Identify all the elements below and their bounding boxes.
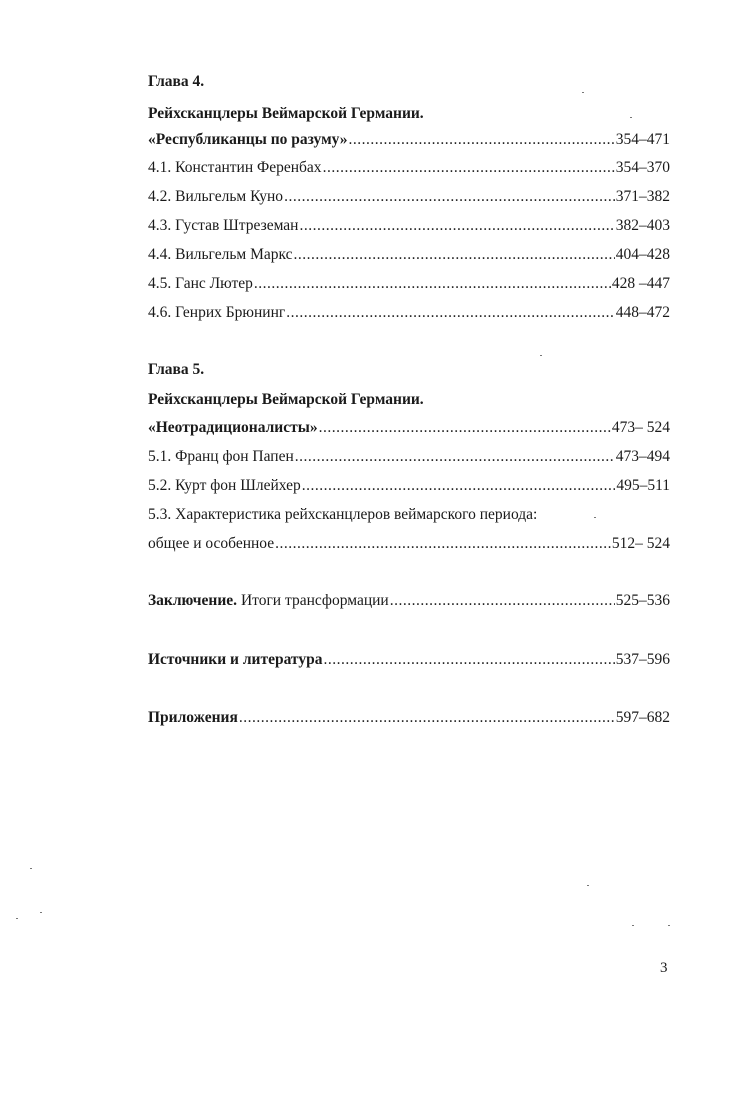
chapter4-subtitle: «Республиканцы по разуму» [148, 131, 348, 148]
toc-entry [148, 534, 670, 554]
dot-leader [349, 130, 615, 150]
sources-pages: 537–596 [615, 651, 670, 668]
dot-leader [390, 591, 615, 611]
toc-entry-title: 4.3. Густав Штреземан [148, 217, 299, 234]
dot-leader [284, 187, 615, 207]
toc-entry [148, 158, 670, 178]
toc-entry-pages: 473–494 [615, 448, 670, 465]
toc-entry [148, 476, 670, 496]
chapter4-label: Глава 4. [148, 73, 205, 90]
sources-label: Источники и литература [148, 651, 323, 668]
toc-entry-title: 5.3. Характеристика рейхсканцлеров веймарского периода: [148, 506, 538, 523]
toc-entry-title: 4.1. Константин Ференбах [148, 159, 322, 176]
toc-entry-title: общее и особенное [148, 535, 275, 552]
toc-entry [148, 245, 670, 265]
scan-speck [594, 517, 596, 518]
chapter5-subtitle: «Неотрадиционалисты» [148, 419, 318, 436]
chapter5-subtitle-entry [148, 418, 670, 438]
dot-leader [302, 476, 616, 496]
dot-leader [295, 447, 615, 467]
toc-entry [148, 216, 670, 236]
dot-leader [323, 158, 615, 178]
conclusion-text: Итоги трансформации [240, 592, 389, 609]
chapter5-subtitle-pages: 473– 524 [611, 419, 670, 436]
scan-speck [587, 885, 589, 886]
page-number: 3 [660, 960, 668, 976]
toc-entry-title: 4.4. Вильгельм Маркс [148, 246, 293, 263]
toc-entry-title: 4.5. Ганс Лютер [148, 275, 253, 292]
toc-entry [148, 447, 670, 467]
scan-speck [540, 355, 542, 356]
toc-entry-title: 4.6. Генрих Брюнинг [148, 304, 286, 321]
toc-entry [148, 274, 670, 294]
dot-leader [323, 650, 614, 670]
conclusion-label: Заключение. [148, 592, 238, 609]
toc-entry-pages: 382–403 [615, 217, 670, 234]
chapter5-title: Рейхсканцлеры Веймарской Германии. [148, 391, 424, 408]
chapter4-subtitle-pages: 354–471 [615, 131, 670, 148]
chapter4-subtitle-entry [148, 130, 670, 150]
appendices-pages: 597–682 [615, 709, 670, 726]
dot-leader [294, 245, 615, 265]
scan-speck [632, 925, 634, 926]
toc-entry-pages: 404–428 [615, 246, 670, 263]
toc-entry-title: 4.2. Вильгельм Куно [148, 188, 284, 205]
toc-entry-pages: 448–472 [615, 304, 670, 321]
dot-leader [275, 534, 611, 554]
toc-entry-pages: 371–382 [615, 188, 670, 205]
scan-speck [40, 912, 42, 913]
toc-entry-pages: 428 –447 [611, 275, 670, 292]
toc-entry-pages: 495–511 [616, 477, 670, 494]
scan-speck [30, 868, 32, 869]
conclusion-pages: 525–536 [615, 592, 670, 609]
conclusion-entry [148, 591, 670, 611]
scan-speck [630, 117, 632, 118]
conclusion-title [148, 591, 389, 611]
dot-leader [239, 708, 615, 728]
dot-leader [299, 216, 614, 236]
sources-entry [148, 650, 670, 670]
toc-entry [148, 187, 670, 207]
appendices-label: Приложения [148, 709, 238, 726]
toc-entry-pages: 512– 524 [611, 535, 670, 552]
toc-entry-pages: 354–370 [615, 159, 670, 176]
toc-entry [148, 303, 670, 323]
appendices-entry [148, 708, 670, 728]
chapter4-title: Рейхсканцлеры Веймарской Германии. [148, 105, 424, 122]
scan-speck [582, 92, 584, 93]
dot-leader [286, 303, 615, 323]
dot-leader [254, 274, 611, 294]
scan-speck [16, 918, 18, 919]
toc-entry-title: 5.1. Франц фон Папен [148, 448, 294, 465]
scan-speck [668, 925, 670, 926]
toc-entry-title: 5.2. Курт фон Шлейхер [148, 477, 301, 494]
chapter5-label: Глава 5. [148, 361, 205, 378]
dot-leader [319, 418, 611, 438]
